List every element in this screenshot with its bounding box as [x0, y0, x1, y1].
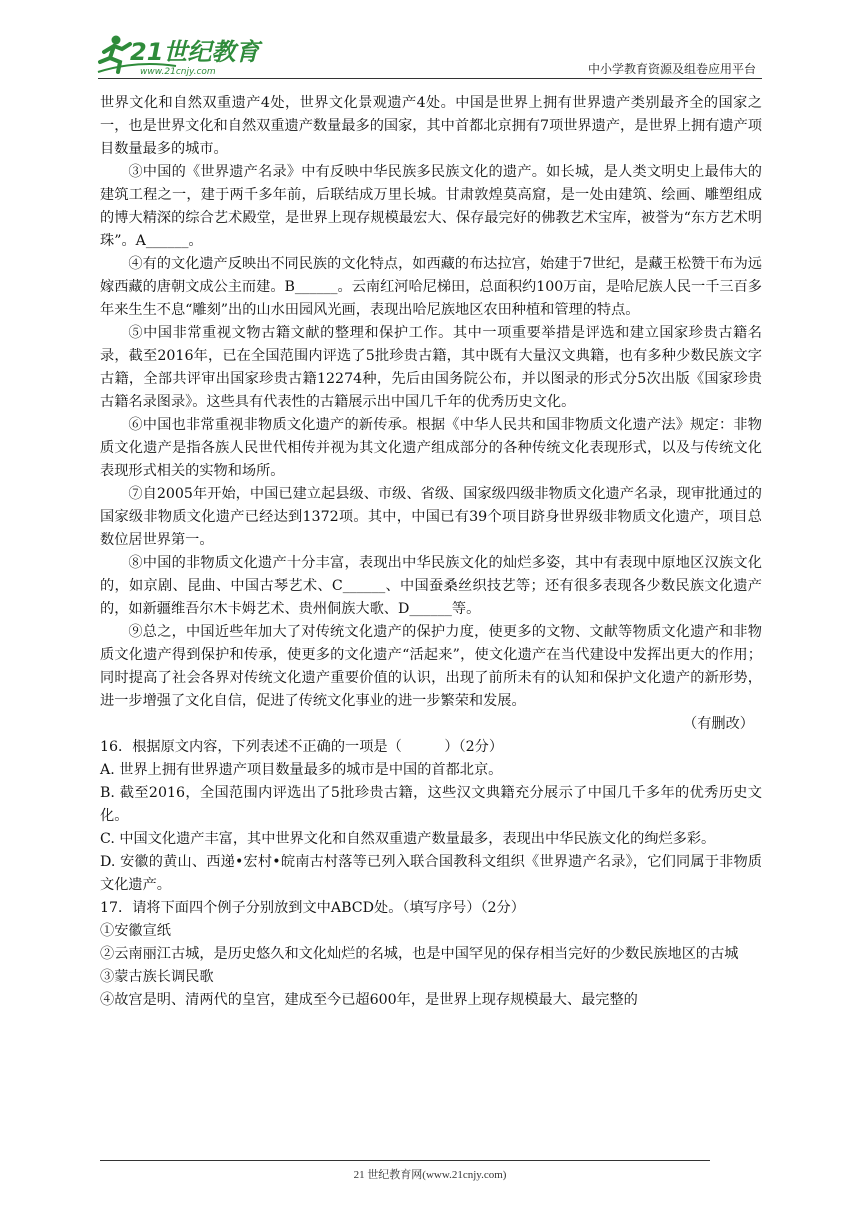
paragraph-9: ⑨总之，中国近些年加大了对传统文化遗产的保护力度，使更多的文物、文献等物质文化遗产和非物质文化遗产得到保护和传承，使更多的文化遗产“活起来”，使文化遗产在当代建设中发挥出更大的作用；同时提高了社会各界对传统文化遗产重要价值的认识，出现了前所未有的认知和保护文化遗产的新形势，进一步增强了文化自信，促进了传统文化事业的进一步繁荣和发展。: [100, 624, 762, 709]
paragraph-6: ⑥中国也非常重视非物质文化遗产的新传承。根据《中华人民共和国非物质文化遗产法》规定：非物质文化遗产是指各族人民世代相传并视为其文化遗产组成部分的各种传统文化表现形式，以及与传统文化表现形式相关的实物和场所。: [100, 417, 762, 479]
svg-text:www.21cnjy.com: www.21cnjy.com: [140, 67, 216, 77]
article-content: [100, 92, 762, 1012]
page-header: [0, 0, 860, 82]
question-16-option-d: D. 安徽的黄山、西递•宏村•皖南古村落等已列入联合国教科文组织《世界遗产名录》，它们同属于非物质文化遗产。: [100, 854, 762, 893]
header-divider: [98, 78, 762, 79]
svg-text:21世纪教育: 21世纪教育: [130, 38, 260, 66]
paragraph-4: ④有的文化遗产反映出不同民族的文化特点，如西藏的布达拉宫，始建于7世纪，是藏王松赞干布为远嫁西藏的唐朝文成公主而建。B______。云南红河哈尼梯田，总面积约100万亩，是哈尼族人民一千三百多年来生生不息“雕刻”出的山水田园风光画，表现出哈尼族地区农田种植和管理的特点。: [100, 256, 762, 318]
paragraph-3: ③中国的《世界遗产名录》中有反映中华民族多民族文化的遗产。如长城，是人类文明史上最伟大的建筑工程之一，建于两千多年前，后联结成万里长城。甘肃敦煌莫高窟，是一处由建筑、绘画、雕塑组成的博大精深的综合艺术殿堂，是世界上现存规模最宏大、保存最完好的佛教艺术宝库，被誉为“东方艺术明珠”。A______。: [100, 164, 762, 249]
paragraph-8: ⑧中国的非物质文化遗产十分丰富，表现出中华民族文化的灿烂多姿，其中有表现中原地区汉族文化的，如京剧、昆曲、中国古琴艺术、C______、中国蚕桑丝织技艺等；还有很多表现各少数民族文化遗产的，如新疆维吾尔木卡姆艺术、贵州侗族大歌、D______等。: [100, 555, 762, 617]
question-16-stem: 16．根据原文内容，下列表述不正确的一项是（ ）（2分）: [100, 739, 504, 755]
question-17-item-1: ①安徽宣纸: [100, 923, 171, 939]
runner-logo-icon: [96, 32, 266, 78]
footer-divider: [100, 1160, 710, 1161]
source-note: （有删改）: [683, 716, 754, 732]
question-16-option-a: A. 世界上拥有世界遗产项目数量最多的城市是中国的首都北京。: [100, 762, 503, 778]
paragraph-1: 世界文化和自然双重遗产4处，世界文化景观遗产4处。中国是世界上拥有世界遗产类别最齐全的国家之一，也是世界文化和自然双重遗产数量最多的国家，其中首都北京拥有7项世界遗产，是世界上拥有遗产项目数量最多的城市。: [100, 95, 762, 157]
question-17-stem: 17．请将下面四个例子分别放到文中ABCD处。（填写序号）（2分）: [100, 900, 525, 916]
question-17-item-4: ④故宫是明、清两代的皇宫，建成至今已超600年，是世界上现存规模最大、最完整的: [100, 992, 638, 1008]
paragraph-7: ⑦自2005年开始，中国已建立起县级、市级、省级、国家级四级非物质文化遗产名录，现审批通过的国家级非物质文化遗产已经达到1372项。其中，中国已有39个项目跻身世界级非物质文化遗产，项目总数位居世界第一。: [100, 486, 762, 548]
page-footer: 21 世纪教育网(www.21cnjy.com): [353, 1169, 507, 1181]
header-tagline: 中小学教育资源及组卷应用平台: [587, 62, 756, 76]
paragraph-5: ⑤中国非常重视文物古籍文献的整理和保护工作。其中一项重要举措是评选和建立国家珍贵古籍名录，截至2016年，已在全国范围内评选了5批珍贵古籍，其中既有大量汉文典籍，也有多种少数民族文字古籍，全部共评审出国家珍贵古籍12274种，先后由国务院公布，并以图录的形式分5次出版《国家珍贵古籍名录图录》。这些具有代表性的古籍展示出中国几千年的优秀历史文化。: [100, 325, 762, 410]
question-17-item-3: ③蒙古族长调民歌: [100, 969, 214, 985]
site-logo: [96, 32, 266, 78]
question-16-option-c: C. 中国文化遗产丰富，其中世界文化和自然双重遗产数量最多，表现出中华民族文化的绚烂多彩。: [100, 831, 716, 847]
question-16-option-b: B. 截至2016，全国范围内评选出了5批珍贵古籍，这些汉文典籍充分展示了中国几千多年的优秀历史文化。: [100, 785, 762, 824]
question-17-item-2: ②云南丽江古城，是历史悠久和文化灿烂的名城，也是中国罕见的保存相当完好的少数民族地区的古城: [100, 946, 739, 962]
